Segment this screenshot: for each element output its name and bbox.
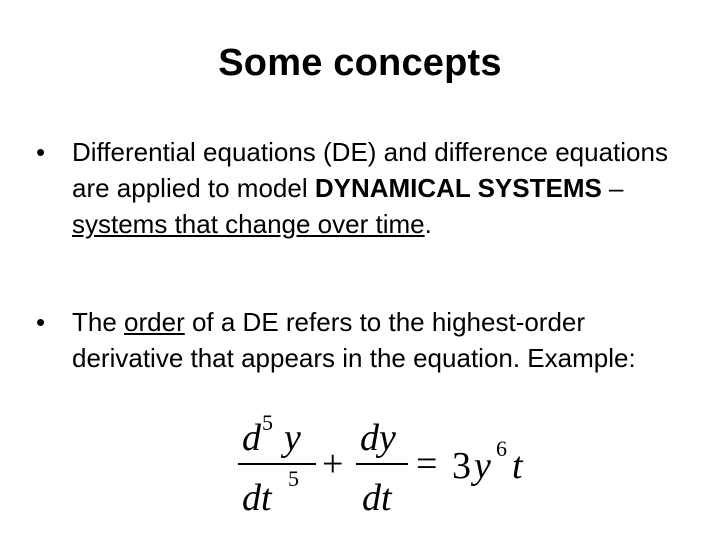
term1-numerator-y: y [284,417,301,459]
rhs-variable-y: y [474,445,491,487]
term1-numerator-exponent: 5 [262,412,273,435]
term2-numerator: dy [360,417,396,459]
bullet-text-2 [72,304,686,376]
term1-denominator-dt: dt [242,477,272,519]
differential-equation-example [232,412,542,522]
term2-denominator: dt [362,477,392,519]
bullet-text-1 [72,134,686,242]
bullet-item-2 [36,304,686,376]
bullet-1-bold-term: DYNAMICAL SYSTEMS [314,173,602,203]
slide-title: Some concepts [218,42,502,84]
bullet-2-underlined-word: order [124,307,185,337]
plus-sign: + [322,443,344,485]
bullet-item-1 [36,134,686,242]
rhs-coefficient: 3 [452,445,471,487]
bullet-1-text-part1: Differential equations (DE) and difference equations are applied to model [72,137,668,203]
rhs-variable-t: t [512,445,523,487]
term1-numerator-d: d [242,417,261,459]
equation-svg [232,412,542,522]
bullet-dot: • [36,137,46,167]
bullet-dot: • [36,307,46,337]
bullet-1-underlined-phrase: systems that change over time [72,209,425,239]
bullet-1-dash: – [601,173,624,203]
bullet-2-text-part1: The [72,307,125,337]
equals-sign: = [416,443,438,485]
bullet-2-text-part2: of a DE refers to the highest-order derivative that appears in the equation. Example: [72,307,636,373]
bullet-1-end: . [424,209,432,239]
rhs-exponent: 6 [496,436,507,461]
term1-denominator-exponent: 5 [288,466,299,491]
